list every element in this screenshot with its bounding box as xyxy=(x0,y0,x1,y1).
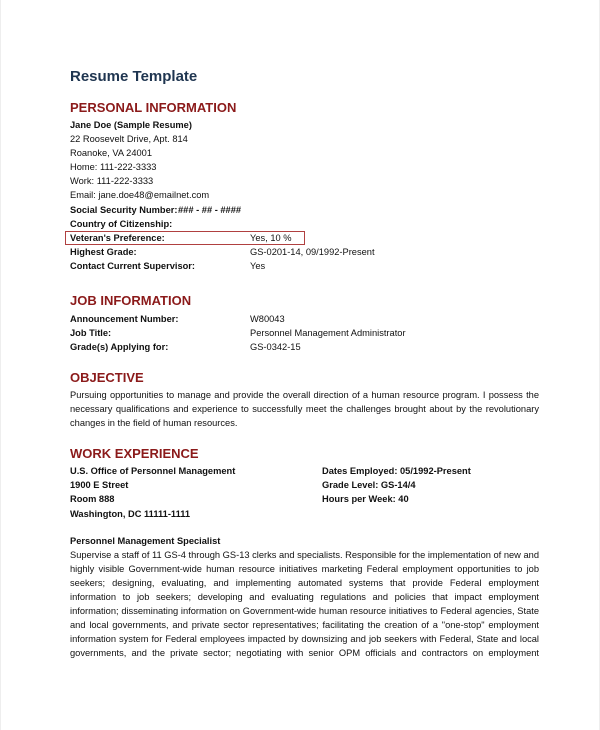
grade-label: Highest Grade: xyxy=(70,247,137,257)
supervisor-value: Yes xyxy=(250,261,266,271)
announcement-label: Announcement Number: xyxy=(70,314,179,324)
duties-line: highly visible Government-wide human resource initiatives marketing Federal employment opportunities to job xyxy=(70,564,539,574)
grade-level: Grade Level: GS-14/4 xyxy=(322,480,416,490)
job-information-heading: JOB INFORMATION xyxy=(70,293,192,308)
veteran-value: Yes, 10 % xyxy=(250,233,292,243)
job-title-value: Personnel Management Administrator xyxy=(250,328,406,338)
dates-employed: Dates Employed: 05/1992-Present xyxy=(322,466,471,476)
position-title: Personnel Management Specialist xyxy=(70,536,221,546)
duties-line: governments, and the private sector; negotiating with senior OPM officials and contractors on employment xyxy=(70,648,539,658)
hours-per-week: Hours per Week: 40 xyxy=(322,494,409,504)
employer-city: Washington, DC 11111-1111 xyxy=(70,509,191,519)
work-experience-heading: WORK EXPERIENCE xyxy=(70,446,199,461)
job-title-label: Job Title: xyxy=(70,328,112,338)
announcement-value: W80043 xyxy=(250,314,285,324)
employer-street: 1900 E Street xyxy=(70,480,129,490)
home-phone: Home: 111-222-3333 xyxy=(70,162,157,172)
duties-line: information to job seekers; developing and evaluating regulations and policies that impact employment xyxy=(70,592,539,602)
grades-label: Grade(s) Applying for: xyxy=(70,342,169,352)
duties-line: information system for Federal employees impacted by downsizing and job seekers with Federal, State and local xyxy=(70,634,539,644)
objective-heading: OBJECTIVE xyxy=(70,370,144,385)
work-phone: Work: 111-222-3333 xyxy=(70,176,154,186)
name: Jane Doe (Sample Resume) xyxy=(70,120,192,130)
supervisor-label: Contact Current Supervisor: xyxy=(70,261,196,271)
grades-value: GS-0342-15 xyxy=(250,342,301,352)
page-title: Resume Template xyxy=(70,68,198,85)
personal-information-heading: PERSONAL INFORMATION xyxy=(70,100,237,115)
address-line-1: 22 Roosevelt Drive, Apt. 814 xyxy=(70,134,188,144)
citizenship-label: Country of Citizenship: xyxy=(70,219,173,229)
duties-line: information; disseminating information on Government-wide human resource initiatives to Federal agencies, State xyxy=(70,606,539,616)
ssn-value: ### - ## - #### xyxy=(178,205,242,215)
duties-line: seekers; designing, evaluating, and implementing automated systems that provide Federal employment xyxy=(70,578,539,588)
employer: U.S. Office of Personnel Management xyxy=(70,466,236,476)
objective-line: Pursuing opportunities to manage and provide the overall direction of a human resource program. I possess the xyxy=(70,390,539,400)
duties-line: and local governments, and private sector representatives; facilitating the creation of a "one-stop" employment xyxy=(70,620,539,630)
objective-line: necessary qualifications and experience to successfully meet the challenges brought about by the revolutionary xyxy=(70,404,539,414)
ssn-label: Social Security Number: xyxy=(70,205,178,215)
employer-room: Room 888 xyxy=(70,494,115,504)
grade-value: GS-0201-14, 09/1992-Present xyxy=(250,247,375,257)
email: Email: jane.doe48@emailnet.com xyxy=(70,190,210,200)
veteran-label: Veteran's Preference: xyxy=(70,233,165,243)
address-line-2: Roanoke, VA 24001 xyxy=(70,148,153,158)
objective-line: changes in the field of human resources. xyxy=(70,418,238,428)
duties-line: Supervise a staff of 11 GS-4 through GS-13 clerks and specialists. Responsible for the implementation of new and xyxy=(70,550,539,560)
